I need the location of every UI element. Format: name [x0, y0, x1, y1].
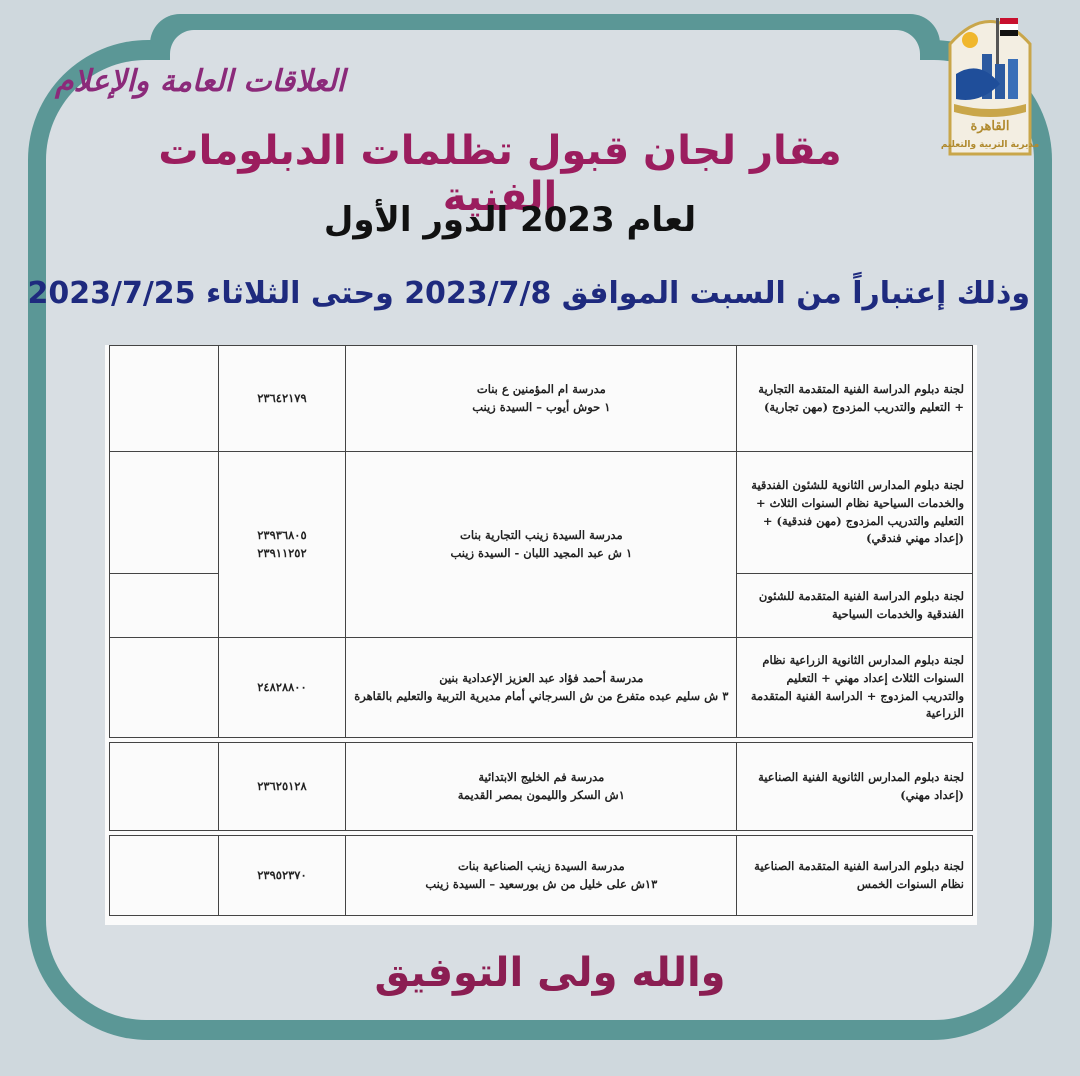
phone-cell: [218, 452, 346, 638]
phone-cell: [218, 346, 346, 452]
committee-cell: لجنة دبلوم المدارس الثانوية الفنية الصناعية (إعداد مهني): [737, 743, 973, 831]
empty-cell: [110, 346, 219, 452]
school-cell: [346, 743, 737, 831]
committee-cell: لجنة دبلوم الدراسة الفنية المتقدمة الصناعية نظام السنوات الخمس: [737, 836, 973, 916]
committee-table-scan: [105, 345, 977, 925]
committee-table: [109, 345, 973, 916]
committee-cell: لجنة دبلوم المدارس الثانوية للشئون الفندقية والخدمات السياحية نظام السنوات الثلاث + التعليم والتدريب المزدوج (مهن فندقية) + (إعداد مهني فندقي): [737, 452, 973, 574]
phone-number: ٢٣٩١١٢٥٢: [257, 545, 307, 560]
empty-cell: [110, 638, 219, 738]
period-line: وذلك إعتباراً من السبت الموافق 2023/7/8 وحتى الثلاثاء 2023/7/25: [27, 276, 1030, 311]
directorate-logo: [940, 4, 1040, 164]
school-name: مدرسة أحمد فؤاد عبد العزيز الإعدادية بنين: [439, 670, 644, 685]
phone-number: ٢٤٨٢٨٨٠٠: [257, 679, 307, 694]
school-name: مدرسة السيدة زينب التجارية بنات: [460, 527, 623, 542]
closing-line: والله ولى التوفيق: [374, 950, 726, 996]
pr-department-label: العلاقات العامة والإعلام: [54, 64, 345, 99]
phone-cell: [218, 743, 346, 831]
page-title: مقار لجان قبول تظلمات الدبلومات الفنية: [158, 128, 842, 220]
logo-bottom-text: مديرية التربية والتعليم: [940, 140, 1040, 150]
empty-cell: [110, 836, 219, 916]
phone-number: ٢٣٩٣٦٨٠٥: [257, 527, 307, 542]
table-row: [110, 452, 973, 574]
phone-number: ٢٣٦٤٢١٧٩: [257, 390, 307, 405]
school-name: مدرسة ام المؤمنين ع بنات: [476, 381, 606, 396]
logo-top-text: القاهرة: [970, 119, 1010, 134]
school-name: مدرسة فم الخليج الابتدائية: [478, 769, 605, 784]
phone-cell: [218, 836, 346, 916]
committee-cell: لجنة دبلوم المدارس الثانوية الزراعية نظام السنوات الثلاث إعداد مهني + التعليم والتدريب المزدوج + الدراسة الفنية المتقدمة الزراعية: [737, 638, 973, 738]
school-cell: [346, 638, 737, 738]
phone-number: ٢٣٩٥٢٣٧٠: [257, 867, 307, 882]
school-address: ٣ ش سليم عبده متفرع من ش السرجاني أمام مديرية التربية والتعليم بالقاهرة: [354, 688, 729, 703]
school-name: مدرسة السيدة زينب الصناعية بنات: [457, 858, 625, 873]
school-address: ١ش السكر والليمون بمصر القديمة: [457, 787, 625, 802]
table-row: [110, 638, 973, 738]
table-row: [110, 836, 973, 916]
committee-cell: لجنة دبلوم الدراسة الفنية المتقدمة التجارية + التعليم والتدريب المزدوج (مهن تجارية): [737, 346, 973, 452]
table-row: [110, 743, 973, 831]
committee-cell: لجنة دبلوم الدراسة الفنية المتقدمة للشئون الفندقية والخدمات السياحية: [737, 574, 973, 638]
phone-number: ٢٣٦٢٥١٢٨: [257, 778, 307, 793]
empty-cell: [110, 574, 219, 638]
school-cell: [346, 346, 737, 452]
school-address: ١ حوش أيوب – السيدة زينب: [472, 399, 611, 414]
empty-cell: [110, 743, 219, 831]
table-row: [110, 346, 973, 452]
phone-cell: [218, 638, 346, 738]
school-cell: [346, 452, 737, 638]
school-cell: [346, 836, 737, 916]
empty-cell: [110, 452, 219, 574]
school-address: ١٣ش على خليل من ش بورسعيد – السيدة زينب: [425, 876, 658, 891]
page-subtitle: لعام 2023 الدور الأول: [323, 200, 697, 240]
school-address: ١ ش عبد المجيد اللبان - السيدة زينب: [450, 545, 633, 560]
